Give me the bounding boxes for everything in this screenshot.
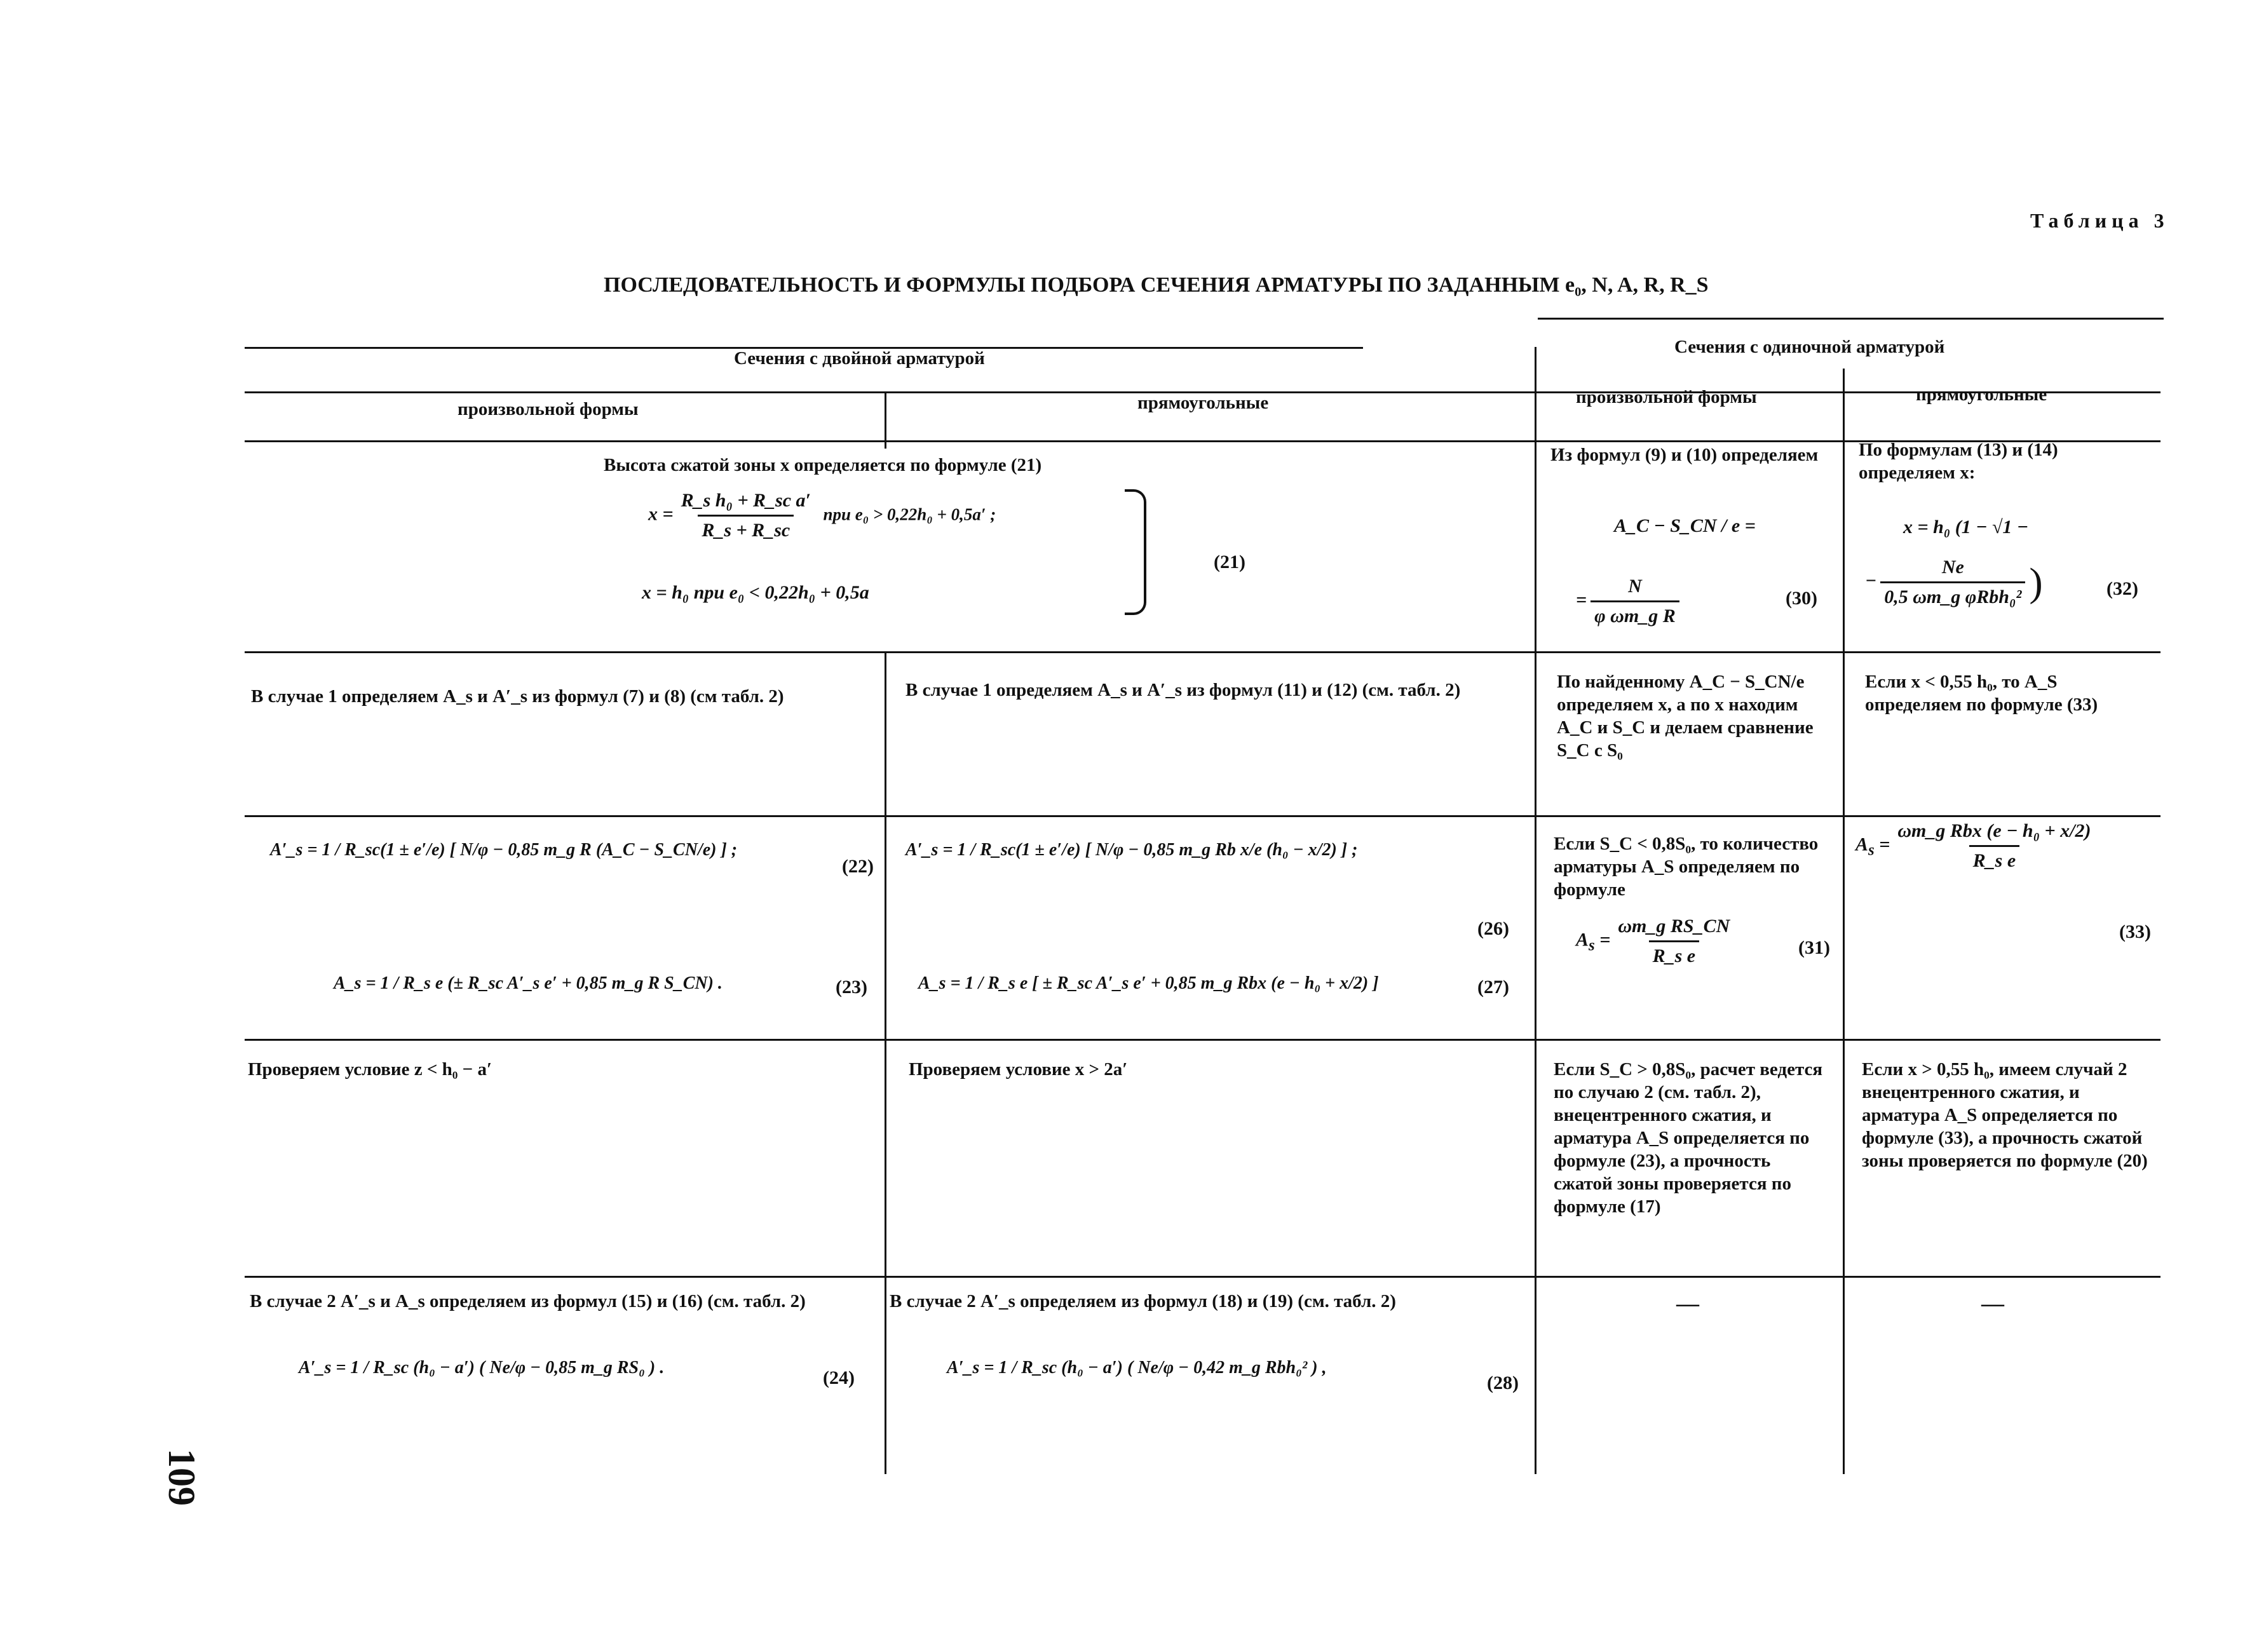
formula-30b: = $\frac{N}{\text{φ ωm\_g R}}$ bbox=[1576, 575, 1683, 628]
label-33: (33) bbox=[2119, 921, 2151, 942]
row2-single-arb-text: По найденному A_C − S_CN/e определяем x, а по x находим A_C и S_C и делаем сравнение S_C с S₀ bbox=[1557, 672, 1814, 761]
formula-26: A′_s = 1 / R_sc(1 ± e′/e) [ N/φ − 0,85 m_g Rb x/e (h₀ − x/2) ] ; bbox=[906, 840, 1358, 860]
label-31: (31) bbox=[1798, 937, 1830, 958]
label-28: (28) bbox=[1487, 1372, 1519, 1393]
formula-22: A′_s = 1 / R_sc(1 ± e′/e) [ N/φ − 0,85 m_g R (A_C − S_CN/e) ] ; bbox=[270, 840, 738, 860]
row4-rect-text: Проверяем условие x > 2a′ bbox=[909, 1059, 1128, 1080]
rule-row-3 bbox=[245, 1039, 2160, 1041]
rule-row-2 bbox=[245, 815, 2160, 817]
row4-single-rect-text: Если x > 0,55 h₀, имеем случай 2 внецентренного сжатия, и арматура A_S определяется по формуле (33), а прочность сжатой зоны проверяется по формуле (20) bbox=[1862, 1059, 2148, 1171]
row4-single-arb-text: Если S_C > 0,8S₀, расчет ведется по случаю 2 (см. табл. 2), внецентренного сжатия, и арматура A_S определяется по формуле (23), а прочность сжатой зоны проверяется по формуле (17) bbox=[1554, 1059, 1823, 1217]
row4-arb-text: Проверяем условие z < h₀ − a′ bbox=[248, 1059, 492, 1080]
header-arbitrary: произвольной формы bbox=[458, 399, 639, 419]
label-21: (21) bbox=[1214, 552, 1245, 572]
formula-32b: − $\frac{Ne}{\text{0,5 ωm\_g φRbh₀²}}$ ) bbox=[1865, 557, 2043, 607]
page-number: 109 bbox=[161, 1449, 203, 1506]
formula-33: $A_s$ = $\frac{\text{ωm\_g Rbx (e − h₀ + x/2)}}{\text{R\_s e}}$ bbox=[1855, 820, 2091, 871]
header-arbitrary-single: произвольной формы bbox=[1576, 387, 1757, 407]
formula-27: A_s = 1 / R_s e [ ± R_sc A′_s e′ + 0,85 m_g Rbx (e − h₀ + x/2) ] bbox=[918, 973, 1379, 993]
row3-single-arb-text: Если S_C < 0,8S₀, то количество арматуры A_S определяем по формуле bbox=[1554, 834, 1819, 900]
brace bbox=[1125, 489, 1146, 615]
label-22: (22) bbox=[842, 856, 874, 877]
rule-row-4 bbox=[245, 1276, 2160, 1278]
table-label: Таблица 3 bbox=[2030, 209, 2169, 232]
formula-24: A′_s = 1 / R_sc (h₀ − a′) ( Ne/φ − 0,85 m_g RS₀ ) . bbox=[299, 1358, 665, 1378]
row5-rect-text: В случае 2 A′_s определяем из формул (18) и (19) (см. табл. 2) bbox=[890, 1291, 1396, 1311]
row1-single-arb-text: Из формул (9) и (10) определяем bbox=[1550, 445, 1819, 465]
label-30: (30) bbox=[1786, 588, 1817, 609]
row2-single-rect-text: Если x < 0,55 h₀, то A_S определяем по формуле (33) bbox=[1865, 672, 2098, 715]
formula-23: A_s = 1 / R_s e (± R_sc A′_s e′ + 0,85 m_g R S_CN) . bbox=[334, 973, 722, 993]
row2-rect-text: В случае 1 определяем A_s и A′_s из формул (11) и (12) (см. табл. 2) bbox=[906, 680, 1461, 700]
header-rect-single: прямоугольные bbox=[1916, 384, 2047, 405]
row2-arb-text: В случае 1 определяем A_s и A′_s из формул (7) и (8) (см табл. 2) bbox=[251, 686, 784, 707]
label-24: (24) bbox=[823, 1367, 855, 1388]
formula-30a: A_C − S_CN / e = bbox=[1614, 515, 1756, 536]
label-26: (26) bbox=[1477, 918, 1509, 939]
vrule-single-2 bbox=[1843, 369, 1845, 1474]
header-single: Сечения с одиночной арматурой bbox=[1674, 337, 1945, 357]
vrule-h-1 bbox=[885, 391, 886, 449]
header-rect: прямоугольные bbox=[1137, 393, 1269, 413]
header-double: Сечения с двойной арматурой bbox=[734, 348, 985, 369]
dash-single-rect: — bbox=[1981, 1290, 2004, 1316]
row1-single-rect-text: По формулам (13) и (14) определяем x: bbox=[1859, 440, 2058, 483]
rule-top-right bbox=[1538, 318, 2164, 320]
rule-row-1 bbox=[245, 651, 2160, 653]
vrule-double bbox=[885, 651, 886, 1474]
vrule-single bbox=[1535, 347, 1536, 1474]
formula-28: A′_s = 1 / R_sc (h₀ − a′) ( Ne/φ − 0,42 m_g Rbh₀² ) , bbox=[947, 1358, 1327, 1378]
label-23: (23) bbox=[836, 977, 867, 998]
label-32: (32) bbox=[2106, 578, 2138, 599]
dash-single-arb: — bbox=[1676, 1290, 1699, 1316]
table-title: ПОСЛЕДОВАТЕЛЬНОСТЬ И ФОРМУЛЫ ПОДБОРА СЕЧЕНИЯ АРМАТУРЫ ПО ЗАДАННЫМ e₀, N, A, R, R_S bbox=[604, 273, 1709, 297]
formula-21a: x = $\frac{\text{R\_s h₀ + R\_sc a′}}{R\_s + R\_sc}$ при e₀ > 0,22h₀ + 0,5a′ ; bbox=[648, 490, 996, 541]
formula-21b: x = h₀ при e₀ < 0,22h₀ + 0,5a bbox=[642, 582, 869, 603]
formula-32a: x = h₀ (1 − √1 − bbox=[1903, 517, 2029, 538]
row1-text: Высота сжатой зоны x определяется по формуле (21) bbox=[604, 455, 1042, 475]
row5-arb-text: В случае 2 A′_s и A_s определяем из формул (15) и (16) (см. табл. 2) bbox=[250, 1291, 806, 1311]
label-27: (27) bbox=[1477, 977, 1509, 998]
formula-31: $A_s$ = $\frac{\text{ωm\_g RS\_CN}}{\text{R\_s e}}$ bbox=[1576, 916, 1730, 966]
